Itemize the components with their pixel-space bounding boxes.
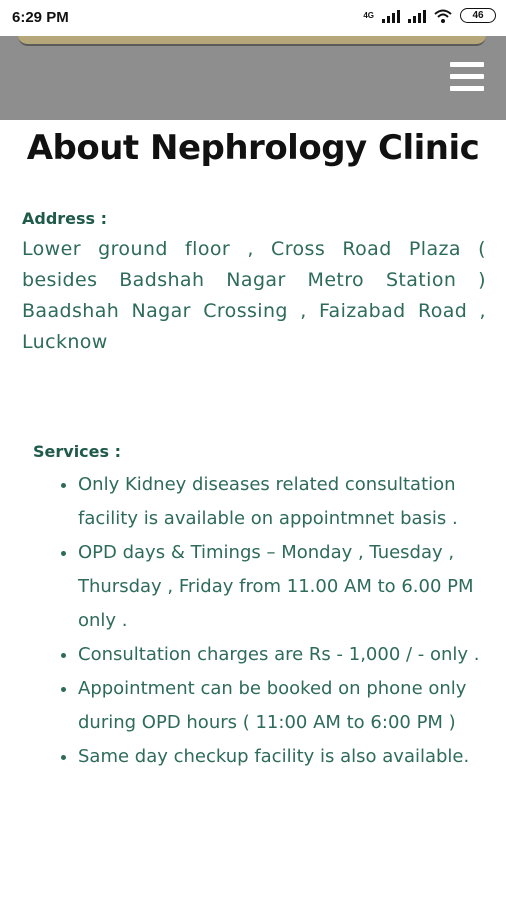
signal-icon (382, 9, 400, 23)
hamburger-menu-icon[interactable] (450, 62, 484, 92)
status-bar (0, 0, 506, 36)
status-time: 6:29 PM (12, 9, 69, 26)
wifi-icon (434, 9, 452, 23)
signal-icon-2 (408, 9, 426, 23)
site-header (0, 36, 506, 120)
services-list-item: • Only Kidney diseases related consultation facility is available on appointmnet basis . (78, 468, 506, 536)
network-type-label: 4G (363, 11, 374, 20)
services-list-item: • OPD days & Timings – Monday , Tuesday , Thursday , Friday from 11.00 AM to 6.00 PM only . (78, 536, 506, 638)
battery-level: 46 (472, 10, 484, 21)
page-title: About Nephrology Clinic (26, 128, 480, 168)
battery-icon (460, 8, 496, 23)
address-text: Lower ground floor , Cross Road Plaza ( besides Badshah Nagar Metro Station ) Baadshah Nagar Crossing , Faizabad Road , Lucknow (22, 238, 486, 353)
services-list (58, 468, 506, 774)
status-icons (363, 8, 496, 23)
services-list-item: • Appointment can be booked on phone only during OPD hours ( 11:00 AM to 6:00 PM ) (78, 672, 506, 740)
services-list-item: • Same day checkup facility is also available. (78, 740, 506, 774)
services-label: Services : (33, 442, 122, 461)
services-list-item: • Consultation charges are Rs - 1,000 / - only . (78, 638, 506, 672)
header-strip (18, 36, 486, 46)
address-label: Address : (22, 209, 108, 228)
